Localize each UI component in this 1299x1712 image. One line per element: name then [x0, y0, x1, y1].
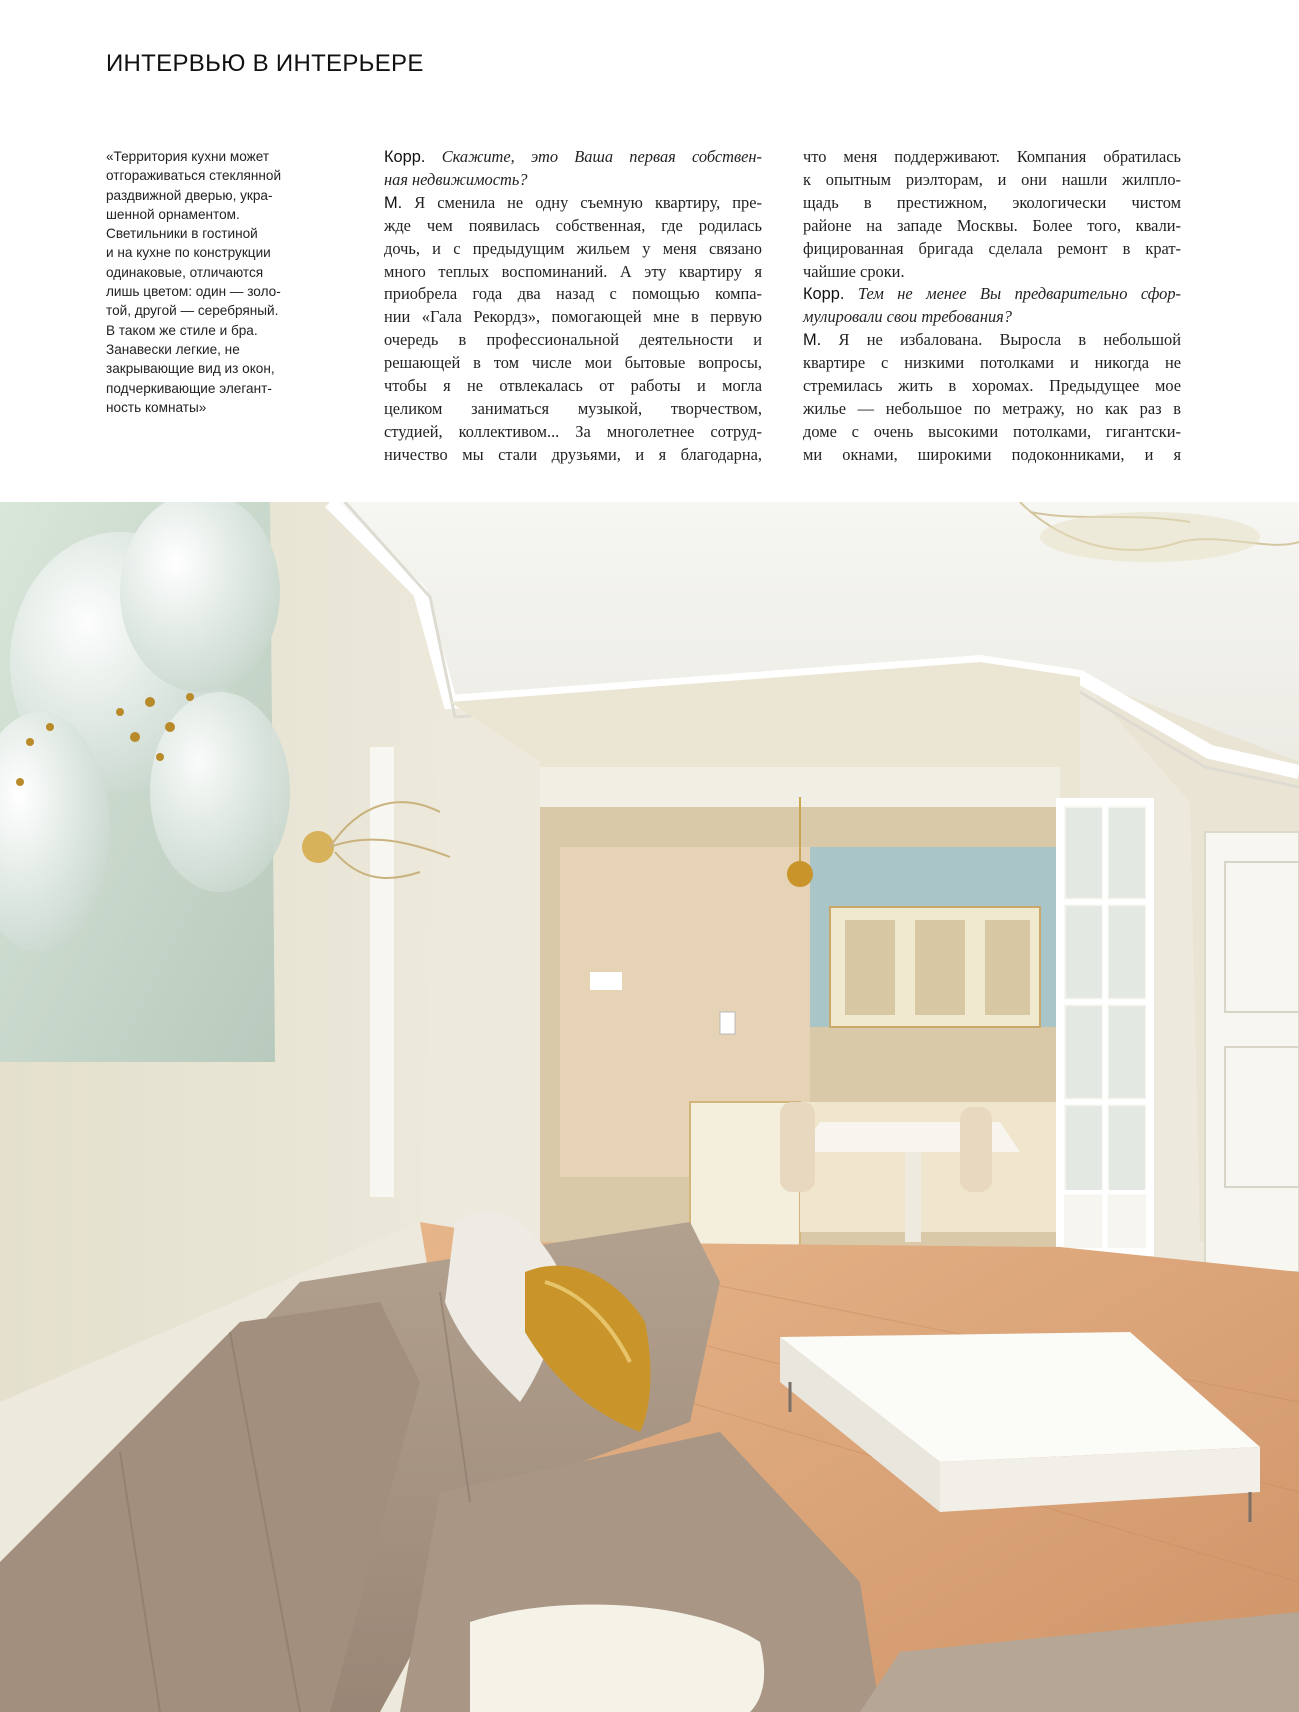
speaker-label: М.: [803, 331, 822, 350]
answer-line: чтобы я не отвлекалась от работы и могла: [384, 376, 762, 396]
caption-line: той, другой — серебряный.: [106, 303, 279, 319]
answer-line: что меня поддерживают. Компания обратилась: [803, 147, 1181, 166]
caption-line: шенной орнаментом.: [106, 206, 240, 222]
speaker-label: М.: [384, 193, 403, 212]
answer-line: доме с очень высокими потолками, гигантски-: [803, 421, 1181, 441]
article-column-2: [803, 146, 1181, 467]
answer-line: ничество мы стали друзьями, и я благодарна,: [384, 444, 762, 464]
question-1: [384, 146, 762, 169]
answer-line: квартире с низкими потолками и никогда не: [803, 353, 1181, 373]
caption-line: раздвижной дверью, укра-: [106, 187, 273, 203]
caption-line: одинаковые, отличаются: [106, 264, 264, 280]
answer-line: щадь в престижном, экологически чистом: [803, 192, 1181, 212]
answer-line: дочь, и с предыдущим жильем у меня связано: [384, 238, 762, 258]
answer-line: ми окнами, широкими подоконниками, и я: [803, 444, 1181, 464]
answer-line: очередь в профессиональной деятельности и: [384, 330, 762, 350]
interior-photo-illustration: [0, 502, 1299, 1712]
caption-line: и на кухне по конструкции: [106, 245, 271, 261]
speaker-label: Корр.: [803, 285, 845, 304]
answer-line: много теплых воспоминаний. А эту квартиру я: [384, 261, 762, 281]
answer-text: Я сменила не одну съемную квартиру, пре-: [414, 192, 762, 212]
article-column-1: [384, 146, 762, 467]
caption-line: подчеркивающие элегант-: [106, 380, 272, 396]
question-text: Тем не менее Вы предварительно сфор-: [857, 284, 1181, 304]
answer-line: решающей в том числе мои бытовые вопросы,: [384, 353, 762, 373]
caption-line: ность комнаты»: [106, 399, 207, 415]
answer-line: студией, коллективом... За многолетнее сотруд-: [384, 421, 762, 441]
caption-line: В таком же стиле и бра.: [106, 322, 258, 338]
answer-line: жде чем появилась собственная, где родилась: [384, 215, 762, 235]
caption-line: лишь цветом: один — золо-: [106, 284, 281, 300]
answer-line: жилье — небольшое по метражу, но как раз в: [803, 398, 1181, 418]
speaker-label: Корр.: [384, 148, 426, 166]
question-2: [803, 283, 1181, 306]
answer-line: чайшие сроки.: [803, 261, 905, 281]
caption-line: «Территория кухни может: [106, 149, 270, 164]
answer-line: целиком заниматься музыкой, творчеством,: [384, 398, 762, 418]
question-text: ная недвижимость?: [384, 169, 528, 189]
answer-line: к опытным риэлторам, и они нашли жилпло-: [803, 169, 1181, 189]
answer-line: фицированная бригада сделала ремонт в крат-: [803, 238, 1181, 258]
caption-line: отгораживаться стеклянной: [106, 168, 282, 184]
answer-2: [803, 329, 1181, 352]
answer-1: [384, 192, 762, 215]
question-text: мулировали свои требования?: [803, 307, 1012, 327]
answer-line: стремилась жить в хоромах. Предыдущее мое: [803, 376, 1181, 396]
caption-line: Занавески легкие, не: [106, 341, 240, 357]
photo-caption: [106, 147, 321, 417]
question-text: Скажите, это Ваша первая собствен-: [441, 147, 762, 166]
wall-sconce: [302, 831, 334, 863]
answer-text: Я не избалована. Выросла в небольшой: [838, 330, 1181, 350]
answer-line: нии «Гала Рекордз», помогающей мне в первую: [384, 307, 762, 327]
answer-line: районе на западе Москвы. Более того, квали-: [803, 215, 1181, 235]
caption-line: закрывающие вид из окон,: [106, 361, 275, 377]
caption-line: Светильники в гостиной: [106, 226, 258, 242]
answer-line: приобрела года два назад с помощью компа-: [384, 284, 762, 304]
interior-photo: [0, 502, 1299, 1712]
section-title: ИНТЕРВЬЮ В ИНТЕРЬЕРЕ: [106, 50, 424, 77]
